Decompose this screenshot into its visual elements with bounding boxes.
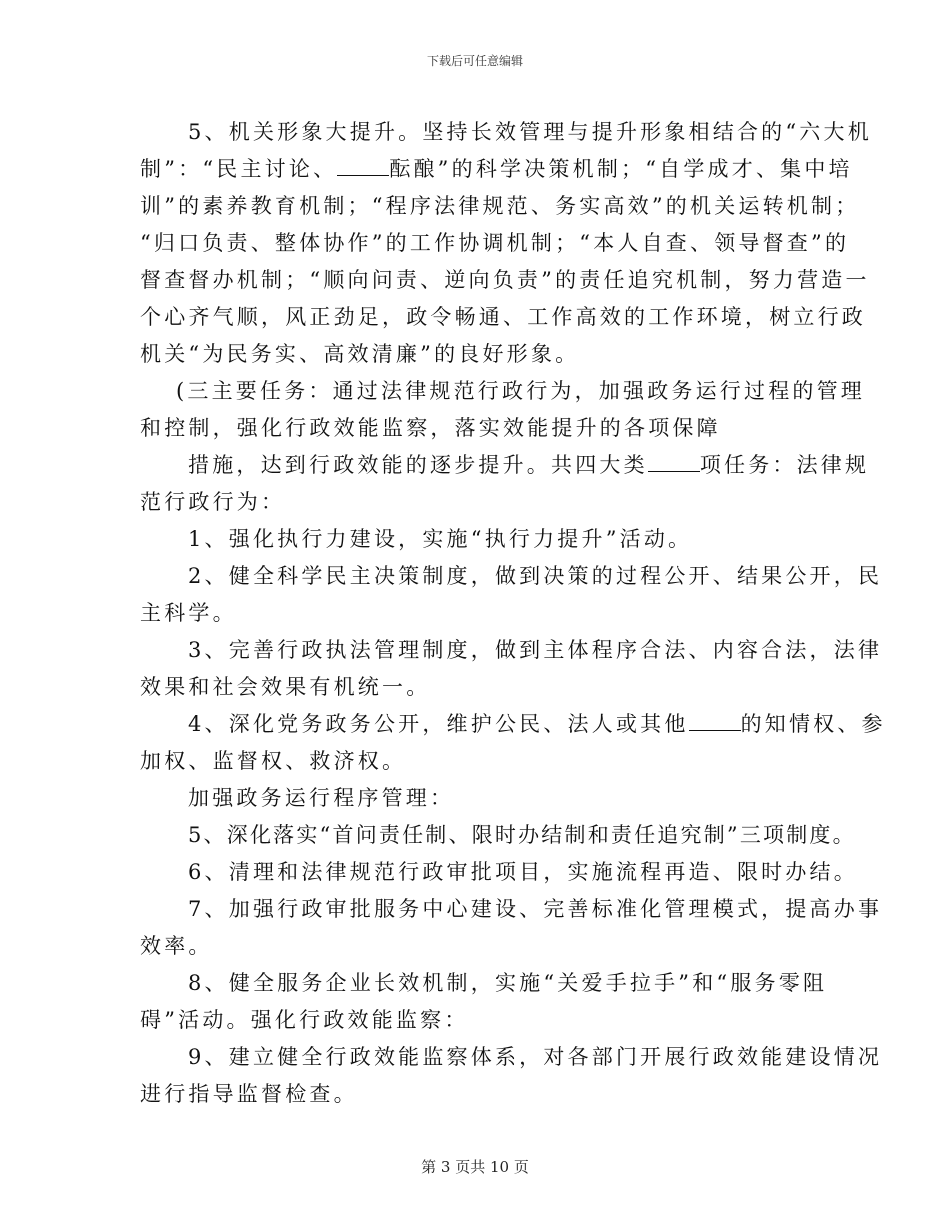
text-line: 措施，达到行政效能的逐步提升。共四大类 项任务：法律规 bbox=[188, 449, 869, 479]
blank-underline bbox=[648, 450, 700, 472]
text-line: 和控制，强化行政效能监察，落实效能提升的各项保障 bbox=[140, 416, 721, 440]
text-line: 5、机关形象大提升。坚持长效管理与提升形象相结合的“六大机 bbox=[188, 120, 872, 144]
text-line: 3、完善行政执法管理制度，做到主体程序合法、内容合法，法律 bbox=[188, 638, 883, 662]
text-line: 2、健全科学民主决策制度，做到决策的过程公开、结果公开，民 bbox=[188, 564, 883, 588]
text-line: 9、建立健全行政效能监察体系，对各部门开展行政效能建设情况 bbox=[188, 1045, 883, 1069]
text-line: 进行指导监督检查。 bbox=[140, 1082, 358, 1106]
text-line: 个心齐气顺，风正劲足，政令畅通、工作高效的工作环境，树立行政 bbox=[140, 305, 866, 329]
text-line: 效率。 bbox=[140, 934, 213, 958]
text-line: 5、深化落实“首问责任制、限时办结制和责任追究制”三项制度。 bbox=[188, 823, 856, 847]
text-line: 效果和社会效果有机统一。 bbox=[140, 675, 431, 699]
text-line: 主科学。 bbox=[140, 601, 237, 625]
page-number-footer: 第 3 页共 10 页 bbox=[421, 1158, 529, 1176]
text-line: 4、深化党务政务公开，维护公民、法人或其他 的知情权、参 bbox=[188, 708, 886, 738]
text-line: 加强政务运行程序管理： bbox=[188, 786, 455, 810]
text-line: 督查督办机制；“顺向问责、逆向负责”的责任追究机制，努力营造一 bbox=[140, 268, 870, 292]
text-line: (三主要任务：通过法律规范行政行为，加强政务运行过程的管理 bbox=[176, 379, 865, 403]
text-line: 训”的素养教育机制；“程序法律规范、务实高效”的机关运转机制； bbox=[140, 194, 860, 218]
text-line: 范行政行为： bbox=[140, 490, 286, 514]
text-line: 8、健全服务企业长效机制，实施“关爱手拉手”和“服务零阻 bbox=[188, 971, 828, 995]
blank-underline bbox=[337, 154, 389, 176]
text-line: 6、清理和法律规范行政审批项目，实施流程再造、限时办结。 bbox=[188, 860, 858, 884]
text-line: 加权、监督权、救济权。 bbox=[140, 749, 407, 773]
blank-underline bbox=[689, 709, 741, 731]
page-header: 下载后可任意编辑 bbox=[426, 54, 523, 68]
text-line: “归口负责、整体协作”的工作协调机制；“本人自查、领导督查”的 bbox=[140, 231, 850, 255]
text-line: 7、加强行政审批服务中心建设、完善标准化管理模式，提高办事 bbox=[188, 897, 883, 921]
text-line: 制”：“民主讨论、 酝酿”的科学决策机制；“自学成才、集中培 bbox=[140, 153, 853, 183]
text-line: 1、强化执行力建设，实施“执行力提升”活动。 bbox=[188, 527, 693, 551]
text-line: 机关“为民务实、高效清廉”的良好形象。 bbox=[140, 342, 580, 366]
text-line: 碍”活动。强化行政效能监察： bbox=[140, 1008, 469, 1032]
